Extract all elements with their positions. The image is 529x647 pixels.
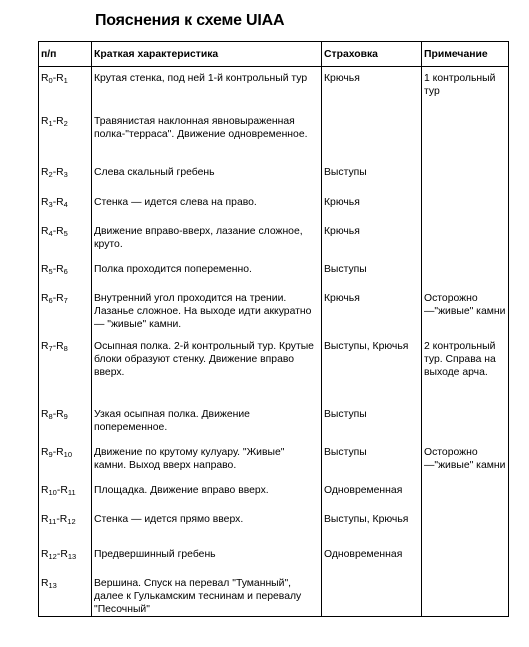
segment-label: $R_6-R_7$ (39, 287, 92, 335)
table-row (39, 161, 509, 191)
description-cell: Стенка — идется слева на право. (92, 191, 322, 220)
segment-start: 11 (48, 516, 57, 526)
table-header-row (39, 42, 509, 67)
table-row (39, 67, 509, 110)
segment-start: 12 (48, 551, 57, 561)
segment-end: 6 (63, 266, 68, 276)
segment-label: $R_7-R_8$ (39, 335, 92, 403)
segment-start: 7 (48, 343, 53, 353)
table-row (39, 543, 509, 572)
segment-end: 4 (63, 199, 68, 209)
segment-end: 2 (63, 118, 68, 128)
segment-end: 1 (63, 76, 68, 85)
segment-end: 5 (63, 228, 68, 238)
segment-start: 4 (48, 228, 53, 238)
table-row (39, 335, 509, 403)
table-row (39, 572, 509, 617)
segment-label: $R_9-R_{10}$ (39, 441, 92, 479)
note-cell (422, 191, 509, 220)
description-cell: Травянистая наклонная явновыраженная полка-"терраса". Движение одновременное. (92, 110, 322, 161)
note-cell: Осторожно—"живые" камни (422, 441, 509, 479)
segment-label: $R_1-R_2$ (39, 110, 92, 161)
note-cell (422, 258, 509, 287)
description-cell: Движение по крутому кулуару. "Живые" камни. Выход вверх направо. (92, 441, 322, 479)
belay-cell: Крючья (322, 191, 422, 220)
description-cell: Узкая осыпная полка. Движение попеременное. (92, 403, 322, 441)
segment-end: 12 (67, 516, 76, 526)
segment-label: $R_{13}$ (39, 572, 92, 617)
header-description: Краткая характеристика (92, 42, 322, 67)
table-row (39, 258, 509, 287)
belay-cell: Выступы, Крючья (322, 508, 422, 543)
belay-cell (322, 572, 422, 617)
belay-cell: Крючья (322, 220, 422, 258)
segment-start: 6 (48, 295, 53, 305)
segment-end: 13 (67, 551, 77, 561)
note-cell: 2 контрольный тур. Справа на выходе арча. (422, 335, 509, 403)
belay-cell: Выступы (322, 161, 422, 191)
segment-label: $R_2-R_3$ (39, 161, 92, 191)
segment-label: $R_8-R_9$ (39, 403, 92, 441)
belay-cell: Выступы (322, 441, 422, 479)
description-cell: Вершина. Спуск на перевал "Туманный", далее к Гулькамским теснинам и перевалу "Песочный" (92, 572, 322, 617)
segment-label: $R_4-R_5$ (39, 220, 92, 258)
table-row (39, 191, 509, 220)
note-cell (422, 161, 509, 191)
note-cell: 1 контрольный тур (422, 67, 509, 110)
belay-cell: Выступы (322, 258, 422, 287)
table-row (39, 287, 509, 335)
note-cell (422, 479, 509, 508)
segment-start: 8 (48, 411, 53, 421)
segment-end: 9 (63, 411, 68, 421)
table-row (39, 479, 509, 508)
belay-cell: Выступы (322, 403, 422, 441)
description-cell: Предвершинный гребень (92, 543, 322, 572)
segment-label: $R_0-R_1$ (39, 67, 92, 110)
segment-end: 11 (67, 487, 76, 497)
belay-cell (322, 110, 422, 161)
belay-cell: Выступы, Крючья (322, 335, 422, 403)
segment-label: $R_3-R_4$ (39, 191, 92, 220)
description-cell: Внутренний угол проходится на трении. Лазанье сложное. На выходе идти аккуратно — "живые" камни. (92, 287, 322, 335)
segment-end: 7 (63, 295, 68, 305)
header-number: п/п (39, 42, 92, 67)
note-cell (422, 572, 509, 617)
description-cell: Слева скальный гребень (92, 161, 322, 191)
note-cell: Осторожно—"живые" камни (422, 287, 509, 335)
table-row (39, 508, 509, 543)
belay-cell: Крючья (322, 67, 422, 110)
segment-start: 13 (48, 580, 57, 590)
segment-start: 2 (48, 169, 53, 179)
header-note: Примечание (422, 42, 509, 67)
table-row (39, 220, 509, 258)
note-cell (422, 508, 509, 543)
belay-cell: Одновременная (322, 543, 422, 572)
segment-start: 3 (48, 199, 53, 209)
belay-cell: Крючья (322, 287, 422, 335)
belay-cell: Одновременная (322, 479, 422, 508)
table-row (39, 441, 509, 479)
description-cell: Движение вправо-вверх, лазание сложное, круто. (92, 220, 322, 258)
header-belay: Страховка (322, 42, 422, 67)
segment-end: 3 (63, 169, 68, 179)
table-body (39, 67, 509, 617)
note-cell (422, 110, 509, 161)
segment-start: 9 (48, 449, 53, 459)
page-title: Пояснения к схеме UIAA (95, 12, 285, 29)
uiaa-table (38, 41, 509, 617)
description-cell: Осыпная полка. 2-й контрольный тур. Крутые блоки образуют стенку. Движение вправо вверх. (92, 335, 322, 403)
note-cell (422, 403, 509, 441)
segment-start: 1 (48, 118, 53, 128)
segment-label: $R_{10}-R_{11}$ (39, 479, 92, 508)
segment-start: 5 (48, 266, 53, 276)
note-cell (422, 220, 509, 258)
description-cell: Крутая стенка, под ней 1-й контрольный тур (92, 67, 322, 110)
segment-label: $R_{12}-R_{13}$ (39, 543, 92, 572)
note-cell (422, 543, 509, 572)
segment-label: $R_{11}-R_{12}$ (39, 508, 92, 543)
segment-start: 10 (48, 487, 57, 497)
segment-end: 10 (63, 449, 72, 459)
segment-start: 0 (48, 76, 53, 85)
table-row (39, 110, 509, 161)
segment-label: $R_5-R_6$ (39, 258, 92, 287)
table-row (39, 403, 509, 441)
description-cell: Полка проходится попеременно. (92, 258, 322, 287)
description-cell: Стенка — идется прямо вверх. (92, 508, 322, 543)
segment-end: 8 (63, 343, 68, 353)
description-cell: Площадка. Движение вправо вверх. (92, 479, 322, 508)
